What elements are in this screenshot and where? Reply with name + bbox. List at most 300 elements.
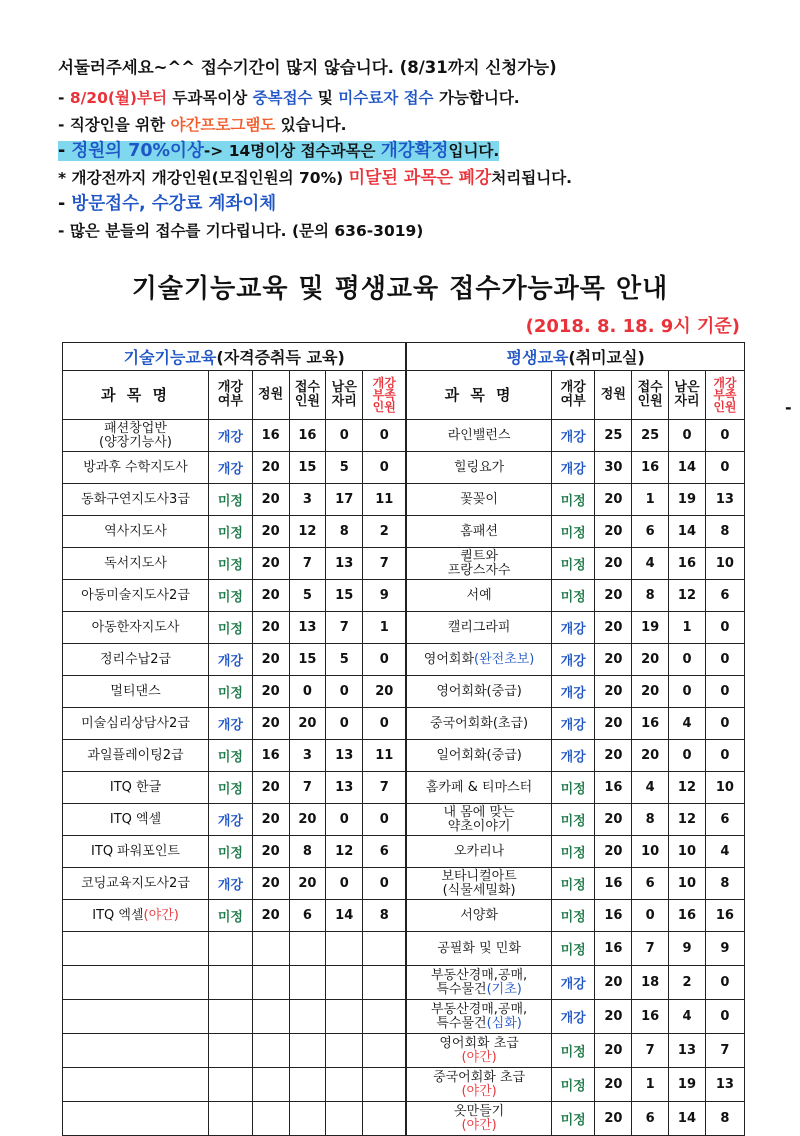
- table-row: [63, 644, 745, 676]
- table-row: [63, 516, 745, 548]
- course-remaining: 10: [669, 868, 706, 900]
- course-name: [406, 484, 551, 516]
- course-status: 미정: [551, 1034, 595, 1068]
- course-enrolled: 7: [289, 548, 326, 580]
- course-capacity: 16: [252, 420, 289, 452]
- course-name: [406, 644, 551, 676]
- table-row: [63, 420, 745, 452]
- course-shortfall: 6: [705, 580, 744, 612]
- notice-line-4-hl1: 정원의 70%이상: [71, 141, 204, 161]
- course-remaining: 10: [669, 836, 706, 868]
- course-name: [63, 548, 209, 580]
- course-enrolled: 25: [632, 420, 669, 452]
- notice-line-2-prefix: -: [58, 89, 70, 107]
- course-name-text: 아동한자지도사: [91, 619, 180, 635]
- course-shortfall: 0: [705, 708, 744, 740]
- course-capacity: 20: [252, 612, 289, 644]
- notice-line-3: [58, 115, 758, 135]
- course-name-text: 정리수납2급: [99, 651, 172, 667]
- course-name-text: 역사지도사: [104, 523, 167, 539]
- course-capacity: 20: [595, 580, 632, 612]
- course-shortfall: 8: [705, 516, 744, 548]
- course-name: [406, 740, 551, 772]
- course-name: [406, 1034, 551, 1068]
- course-enrolled: 6: [632, 868, 669, 900]
- course-status: 미정: [551, 772, 595, 804]
- course-name: [406, 1102, 551, 1136]
- course-status: 개강: [551, 708, 595, 740]
- col-header-capacity: 정원: [252, 371, 289, 420]
- course-remaining: 9: [669, 932, 706, 966]
- empty-cell: [252, 1068, 289, 1102]
- empty-cell: [252, 966, 289, 1000]
- course-status: 개강: [209, 804, 253, 836]
- course-name: [63, 868, 209, 900]
- notice-line-2-mid: 두과목이상: [166, 89, 253, 107]
- course-shortfall: 11: [363, 484, 407, 516]
- course-capacity: 20: [595, 740, 632, 772]
- empty-cell: [363, 1000, 407, 1034]
- course-status: 미정: [551, 580, 595, 612]
- course-name: [406, 420, 551, 452]
- course-name-text: 동화구연지도사3급: [81, 491, 190, 507]
- table-row: [63, 1034, 745, 1068]
- col-header-status: [209, 371, 253, 420]
- course-capacity: 20: [252, 772, 289, 804]
- empty-cell: [209, 966, 253, 1000]
- course-name: [63, 740, 209, 772]
- course-capacity: 20: [595, 676, 632, 708]
- empty-cell: [326, 1000, 363, 1034]
- course-shortfall: 0: [705, 452, 744, 484]
- table-row: [63, 772, 745, 804]
- notice-line-2-date: 8/20(월)부터: [69, 89, 167, 107]
- col-header-enrolled: [632, 371, 669, 420]
- notice-line-6-hl: 방문접수, 수강료 계좌이체: [71, 194, 277, 214]
- empty-cell: [252, 1034, 289, 1068]
- course-capacity: 20: [252, 804, 289, 836]
- course-status: 미정: [551, 1068, 595, 1102]
- notice-line-2-and: 및: [312, 89, 339, 107]
- course-remaining: 0: [326, 676, 363, 708]
- course-name-text: 과일플레이팅2급: [87, 747, 184, 763]
- empty-cell: [252, 1000, 289, 1034]
- course-capacity: 20: [252, 900, 289, 932]
- course-name: [406, 966, 551, 1000]
- course-enrolled: 19: [632, 612, 669, 644]
- course-enrolled: 8: [632, 580, 669, 612]
- table-row: [63, 804, 745, 836]
- course-name: [406, 516, 551, 548]
- empty-cell: [289, 1000, 326, 1034]
- col-header-remaining: [669, 371, 706, 420]
- course-shortfall: 0: [705, 966, 744, 1000]
- course-status: 미정: [551, 868, 595, 900]
- course-shortfall: 0: [705, 1000, 744, 1034]
- course-name-text: ITQ 엑셀: [109, 811, 162, 827]
- course-status: 미정: [551, 836, 595, 868]
- course-name: [63, 676, 209, 708]
- course-remaining: 13: [326, 740, 363, 772]
- empty-cell: [209, 932, 253, 966]
- course-name: [406, 868, 551, 900]
- course-shortfall: 1: [363, 612, 407, 644]
- course-remaining: 0: [669, 740, 706, 772]
- table-row: [63, 548, 745, 580]
- course-shortfall: 7: [705, 1034, 744, 1068]
- course-name-text: ITQ 엑셀: [92, 907, 144, 923]
- course-remaining: 19: [669, 1068, 706, 1102]
- course-name-text: 중국어회화 초급: [433, 1069, 526, 1085]
- course-name: [63, 804, 209, 836]
- course-shortfall: 0: [363, 804, 407, 836]
- course-enrolled: 5: [289, 580, 326, 612]
- empty-cell: [363, 1034, 407, 1068]
- course-remaining: 15: [326, 580, 363, 612]
- course-shortfall: 6: [705, 804, 744, 836]
- course-enrolled: 7: [289, 772, 326, 804]
- table-row: [63, 900, 745, 932]
- course-shortfall: 0: [705, 420, 744, 452]
- empty-cell: [326, 1068, 363, 1102]
- course-enrolled: 3: [289, 740, 326, 772]
- course-name-note: (기초): [486, 981, 522, 997]
- course-name-text: 부동산경매,공매,: [431, 967, 528, 983]
- notice-line-4-prefix: -: [58, 141, 72, 161]
- course-name-text: (양장기능사): [99, 434, 172, 450]
- table-row: [63, 452, 745, 484]
- course-shortfall: 8: [363, 900, 407, 932]
- course-name-note: (완전초보): [474, 651, 535, 667]
- course-capacity: 25: [595, 420, 632, 452]
- course-remaining: 0: [326, 804, 363, 836]
- course-shortfall: 9: [363, 580, 407, 612]
- course-name-text: 홈패션: [460, 523, 498, 539]
- course-name: [63, 420, 209, 452]
- notice-line-5-hl2: 폐강: [458, 167, 492, 188]
- course-capacity: 20: [595, 548, 632, 580]
- course-name-note: (야간): [461, 1117, 497, 1133]
- col-header-capacity: 정원: [595, 371, 632, 420]
- course-name: [63, 580, 209, 612]
- course-name-text: 홈카페 & 티마스터: [425, 779, 533, 795]
- empty-cell: [289, 1102, 326, 1136]
- document-title: 기술기능교육 및 평생교육 접수가능과목 안내: [131, 274, 669, 304]
- empty-cell: [209, 1068, 253, 1102]
- course-enrolled: 1: [632, 484, 669, 516]
- course-enrolled: 18: [632, 966, 669, 1000]
- course-name-note: (야간): [143, 907, 179, 923]
- course-name: [63, 1102, 209, 1136]
- course-status: 미정: [209, 548, 253, 580]
- courses-table-body: [63, 420, 745, 1136]
- notice-block: [58, 58, 758, 247]
- course-enrolled: 20: [289, 708, 326, 740]
- course-shortfall: 20: [363, 676, 407, 708]
- col-header-remaining-line: 남은: [674, 380, 700, 395]
- course-name-text: 옷만들기: [453, 1103, 505, 1119]
- course-shortfall: 13: [705, 484, 744, 516]
- course-status: 개강: [209, 644, 253, 676]
- course-name-text: ITQ 한글: [109, 779, 162, 795]
- course-name-text: 라인밸런스: [447, 427, 511, 443]
- course-name: [63, 484, 209, 516]
- notice-line-2: [58, 88, 758, 108]
- course-enrolled: 20: [289, 804, 326, 836]
- course-remaining: 5: [326, 452, 363, 484]
- course-capacity: 20: [595, 708, 632, 740]
- course-capacity: 20: [595, 484, 632, 516]
- empty-cell: [209, 1102, 253, 1136]
- table-row: [63, 966, 745, 1000]
- margin-mark: -: [785, 398, 792, 417]
- course-name: [406, 772, 551, 804]
- course-remaining: 12: [669, 772, 706, 804]
- course-name: [406, 1000, 551, 1034]
- course-shortfall: 9: [705, 932, 744, 966]
- empty-cell: [289, 1034, 326, 1068]
- col-header-shortfall-line: 개강: [713, 376, 737, 390]
- col-header-enrolled: [289, 371, 326, 420]
- col-header-remaining-line: 자리: [331, 394, 357, 409]
- empty-cell: [363, 1102, 407, 1136]
- course-shortfall: 0: [363, 644, 407, 676]
- notice-line-4: [58, 141, 758, 161]
- course-remaining: 14: [669, 452, 706, 484]
- course-name-text: 퀼트와: [460, 548, 498, 564]
- course-remaining: 12: [326, 836, 363, 868]
- section-right-main: 평생교육: [506, 348, 569, 367]
- course-name-note: (야간): [461, 1083, 497, 1099]
- course-shortfall: 13: [705, 1068, 744, 1102]
- course-capacity: 20: [252, 676, 289, 708]
- date-note: (2018. 8. 18. 9시 기준): [525, 316, 740, 337]
- col-header-status-line: 여부: [217, 394, 243, 409]
- course-name: [406, 708, 551, 740]
- course-enrolled: 4: [632, 548, 669, 580]
- course-shortfall: 4: [705, 836, 744, 868]
- col-header-name: 과 목 명: [63, 371, 209, 420]
- course-enrolled: 1: [632, 1068, 669, 1102]
- table-row: [63, 740, 745, 772]
- course-shortfall: 0: [363, 420, 407, 452]
- course-status: 개강: [551, 612, 595, 644]
- notice-line-5-prefix: * 개강전까지 개강인원(모집인원의 70%): [58, 168, 349, 187]
- course-shortfall: 0: [705, 676, 744, 708]
- course-enrolled: 0: [289, 676, 326, 708]
- course-name-text: 특수물건: [436, 1015, 487, 1031]
- empty-cell: [326, 966, 363, 1000]
- course-remaining: 13: [326, 772, 363, 804]
- course-capacity: 20: [595, 1034, 632, 1068]
- course-capacity: 20: [595, 644, 632, 676]
- course-enrolled: 6: [632, 1102, 669, 1136]
- notice-line-6-prefix: -: [58, 194, 72, 214]
- course-capacity: 20: [252, 868, 289, 900]
- course-name: [63, 900, 209, 932]
- empty-cell: [363, 1068, 407, 1102]
- col-header-status-line: 여부: [560, 394, 586, 409]
- notice-line-1: [58, 58, 758, 78]
- course-enrolled: 16: [632, 708, 669, 740]
- course-name: [63, 708, 209, 740]
- course-status: 개강: [551, 644, 595, 676]
- course-status: 미정: [209, 676, 253, 708]
- notice-line-2-hl1: 중복접수: [252, 89, 313, 107]
- course-remaining: 1: [669, 612, 706, 644]
- col-header-shortfall: [363, 371, 407, 420]
- course-name-text: 프랑스자수: [447, 562, 511, 578]
- course-name: [63, 966, 209, 1000]
- empty-cell: [326, 1102, 363, 1136]
- course-capacity: 20: [252, 708, 289, 740]
- col-header-enrolled-line: 인원: [637, 394, 663, 409]
- col-header-name: 과 목 명: [406, 371, 551, 420]
- course-capacity: 20: [595, 1000, 632, 1034]
- col-header-enrolled-line: 접수: [294, 380, 320, 395]
- course-enrolled: 7: [632, 1034, 669, 1068]
- notice-line-7-text: - 많은 분들의 접수를 기다립니다. (문의 636-3019): [58, 221, 424, 240]
- empty-cell: [252, 932, 289, 966]
- col-header-remaining: [326, 371, 363, 420]
- course-shortfall: 2: [363, 516, 407, 548]
- section-right-sub: (취미교실): [568, 348, 645, 367]
- course-remaining: 5: [326, 644, 363, 676]
- course-shortfall: 0: [363, 452, 407, 484]
- course-status: 미정: [551, 484, 595, 516]
- empty-cell: [363, 932, 407, 966]
- course-status: 미정: [209, 612, 253, 644]
- notice-line-4-mid: -> 14명이상 접수과목은: [203, 142, 381, 160]
- course-capacity: 16: [595, 868, 632, 900]
- empty-cell: [289, 966, 326, 1000]
- table-row: [63, 676, 745, 708]
- course-status: 미정: [209, 900, 253, 932]
- course-shortfall: 0: [705, 740, 744, 772]
- course-enrolled: 6: [632, 516, 669, 548]
- course-shortfall: 0: [363, 708, 407, 740]
- course-enrolled: 16: [289, 420, 326, 452]
- table-row: [63, 580, 745, 612]
- course-enrolled: 6: [289, 900, 326, 932]
- course-shortfall: 8: [705, 868, 744, 900]
- course-name: [406, 804, 551, 836]
- course-name-text: 서예: [466, 587, 492, 603]
- course-capacity: 20: [252, 644, 289, 676]
- table-row: [63, 1102, 745, 1136]
- course-capacity: 16: [595, 772, 632, 804]
- col-header-shortfall-line: 인원: [713, 400, 737, 414]
- course-status: 미정: [551, 932, 595, 966]
- course-name: [63, 1000, 209, 1034]
- course-name-text: 내 몸에 맞는: [443, 804, 515, 820]
- notice-line-1-text: 서둘러주세요~^^ 접수기간이 많지 않습니다. (8/31까지 신청가능): [58, 58, 557, 77]
- course-remaining: 13: [326, 548, 363, 580]
- course-name: [406, 612, 551, 644]
- course-capacity: 20: [252, 516, 289, 548]
- course-shortfall: 11: [363, 740, 407, 772]
- course-remaining: 17: [326, 484, 363, 516]
- course-enrolled: 0: [632, 900, 669, 932]
- course-remaining: 0: [669, 420, 706, 452]
- notice-line-4-hl2: 개강확정: [380, 141, 449, 161]
- course-capacity: 20: [252, 484, 289, 516]
- course-capacity: 20: [595, 516, 632, 548]
- course-name: [63, 612, 209, 644]
- course-capacity: 20: [595, 1102, 632, 1136]
- course-name: [63, 452, 209, 484]
- course-remaining: 7: [326, 612, 363, 644]
- course-name-text: 중국어회화(초급): [430, 715, 529, 731]
- course-name: [63, 516, 209, 548]
- col-header-shortfall-line: 부족: [713, 388, 737, 402]
- course-name: [63, 836, 209, 868]
- course-capacity: 20: [252, 580, 289, 612]
- course-capacity: 20: [595, 836, 632, 868]
- course-status: 개강: [209, 868, 253, 900]
- col-header-remaining-line: 자리: [674, 394, 700, 409]
- course-status: 개강: [551, 1000, 595, 1034]
- course-name-note: (심화): [486, 1015, 522, 1031]
- course-name-text: 영어회화 초급: [439, 1035, 519, 1051]
- course-name-text: 힐링요가: [453, 459, 505, 475]
- course-name: [406, 900, 551, 932]
- col-header-enrolled-line: 인원: [294, 394, 320, 409]
- course-enrolled: 13: [289, 612, 326, 644]
- course-remaining: 14: [669, 1102, 706, 1136]
- notice-line-7: [58, 221, 758, 241]
- course-name: [406, 1068, 551, 1102]
- course-status: 미정: [551, 900, 595, 932]
- notice-line-3-prefix: - 직장인을 위한: [58, 115, 171, 134]
- column-header-row: [63, 371, 745, 420]
- notice-line-4-tail: 입니다.: [448, 142, 500, 160]
- course-name-text: 멀티댄스: [110, 683, 161, 699]
- course-enrolled: 20: [632, 644, 669, 676]
- course-name: [406, 452, 551, 484]
- course-enrolled: 15: [289, 644, 326, 676]
- course-status: 개강: [551, 420, 595, 452]
- course-name: [63, 1068, 209, 1102]
- section-right-header: [406, 343, 744, 371]
- course-capacity: 20: [595, 966, 632, 1000]
- empty-cell: [326, 932, 363, 966]
- course-capacity: 20: [252, 548, 289, 580]
- course-remaining: 12: [669, 580, 706, 612]
- table-row: [63, 708, 745, 740]
- course-remaining: 0: [326, 420, 363, 452]
- course-enrolled: 16: [632, 452, 669, 484]
- course-enrolled: 8: [632, 804, 669, 836]
- course-remaining: 0: [669, 676, 706, 708]
- course-remaining: 0: [326, 708, 363, 740]
- course-name-text: 부동산경매,공매,: [431, 1001, 528, 1017]
- course-remaining: 0: [326, 868, 363, 900]
- course-status: 개강: [551, 740, 595, 772]
- course-name-text: 아동미술지도사2급: [81, 587, 190, 603]
- empty-cell: [289, 932, 326, 966]
- course-name-text: 패션창업반: [104, 420, 167, 436]
- course-capacity: 20: [252, 452, 289, 484]
- course-shortfall: 10: [705, 772, 744, 804]
- course-status: 미정: [209, 580, 253, 612]
- course-capacity: 30: [595, 452, 632, 484]
- table-row: [63, 1000, 745, 1034]
- course-status: 개강: [209, 452, 253, 484]
- course-shortfall: 0: [363, 868, 407, 900]
- course-remaining: 14: [669, 516, 706, 548]
- col-header-shortfall: [705, 371, 744, 420]
